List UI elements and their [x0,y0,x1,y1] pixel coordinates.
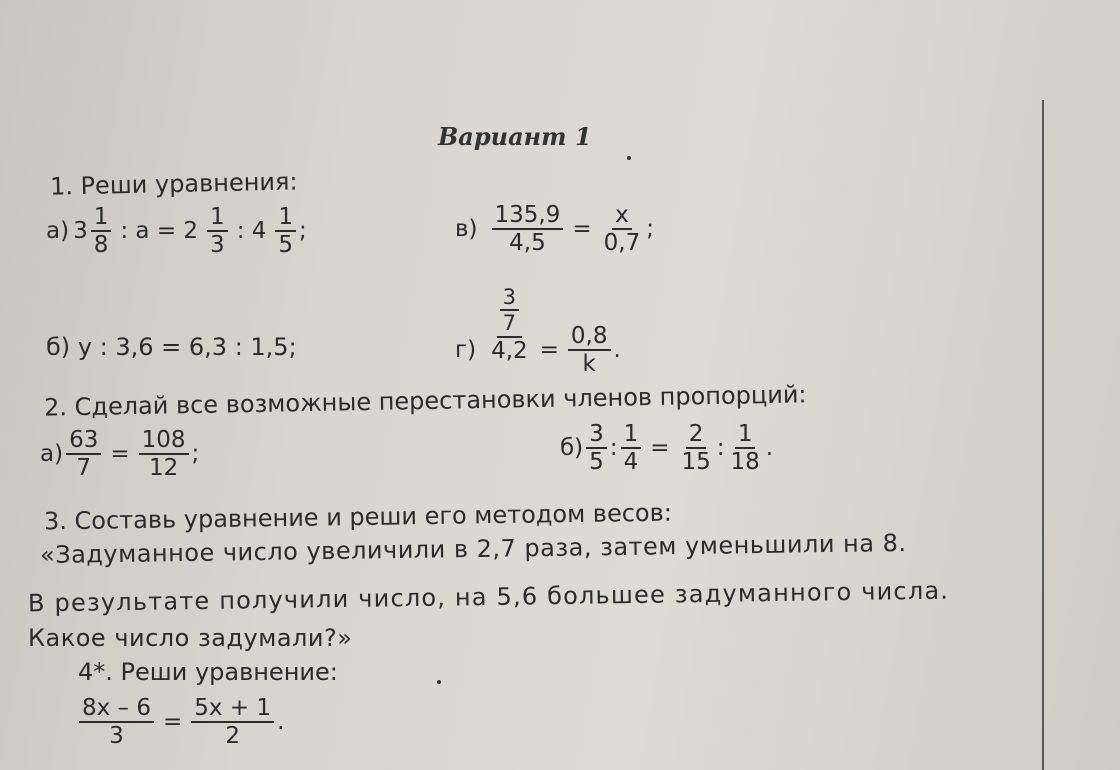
task3-problem-line-2: В результате получили число, на 5,6 большее задуманного числа. [27,576,950,618]
task1-g-equation [455,272,621,376]
ink-dot [437,680,441,684]
item-label: г) [455,337,477,364]
equals-sign: = [110,441,130,468]
equals-sign: = [163,709,183,736]
item-label: а) [40,441,64,468]
punctuation: ; [646,216,654,243]
task4-equation [76,696,284,748]
task1-b-equation [46,333,297,361]
colon-sign: : [716,435,725,462]
equation-text: : 4 [236,218,267,245]
equals-sign: = [572,216,592,243]
page-edge-line [1042,100,1044,770]
task2-b-proportion [560,422,773,474]
task2-heading: 2. Сделай все возможные перестановки членов пропорций: [43,380,807,422]
compound-fraction: $\frac{\frac{3}{7}}{4,2}$ [491,285,528,365]
colon-sign: : [609,435,618,462]
fraction: $\frac{1}{5}$ [275,205,296,257]
punctuation: . [277,709,285,736]
fraction: $\frac{2}{15}$ [681,421,711,476]
item-label: б) [560,435,584,462]
equation-text: : a = 2 [120,218,199,245]
task1-a-equation [46,205,307,257]
fraction: $\frac{8x - 6}{3}$ [79,696,154,748]
equation-text: y : 3,6 = 6,3 : 1,5; [77,333,297,361]
fraction: $\frac{1}{3}$ [207,205,228,257]
variant-title: Вариант 1 [438,122,592,151]
task2-a-proportion [40,428,199,480]
fraction: $\frac{0,8}{k}$ [568,324,611,376]
fraction: $\frac{1}{4}$ [621,422,642,474]
fraction: $\frac{63}{7}$ [66,428,101,480]
task3-problem-line-3: Какое число задумали?» [28,624,353,652]
fraction: $\frac{1}{8}$ [91,205,112,257]
task1-v-equation [455,203,654,255]
task4-heading: 4*. Реши уравнение: [78,658,338,686]
equals-sign: = [650,435,670,462]
whole-part: 3 [73,218,88,245]
fraction: $\frac{x}{0,7}$ [603,202,641,257]
item-label: в) [455,216,478,243]
task3-heading: 3. Составь уравнение и реши его методом весов: [43,498,673,536]
punctuation: . [613,337,621,364]
ink-dot [627,156,631,160]
fraction: $\frac{5x + 1}{2}$ [191,696,274,748]
task3-problem-line-1: «Задуманное число увеличили в 2,7 раза, затем уменьшили на 8. [39,528,907,570]
punctuation: ; [299,218,307,245]
fraction: $\frac{1}{18}$ [730,421,760,476]
fraction: $\frac{108}{12}$ [139,428,189,480]
task1-heading: 1. Реши уравнения: [49,167,298,201]
fraction: $\frac{3}{5}$ [586,422,607,474]
inner-fraction: $\frac{3}{7}$ [500,286,519,334]
equals-sign: = [539,337,559,364]
item-label: б) [46,333,71,361]
punctuation: . [765,435,774,462]
punctuation: ; [191,441,200,468]
fraction: $\frac{135,9}{4,5}$ [492,203,564,255]
item-label: а) [46,218,70,245]
